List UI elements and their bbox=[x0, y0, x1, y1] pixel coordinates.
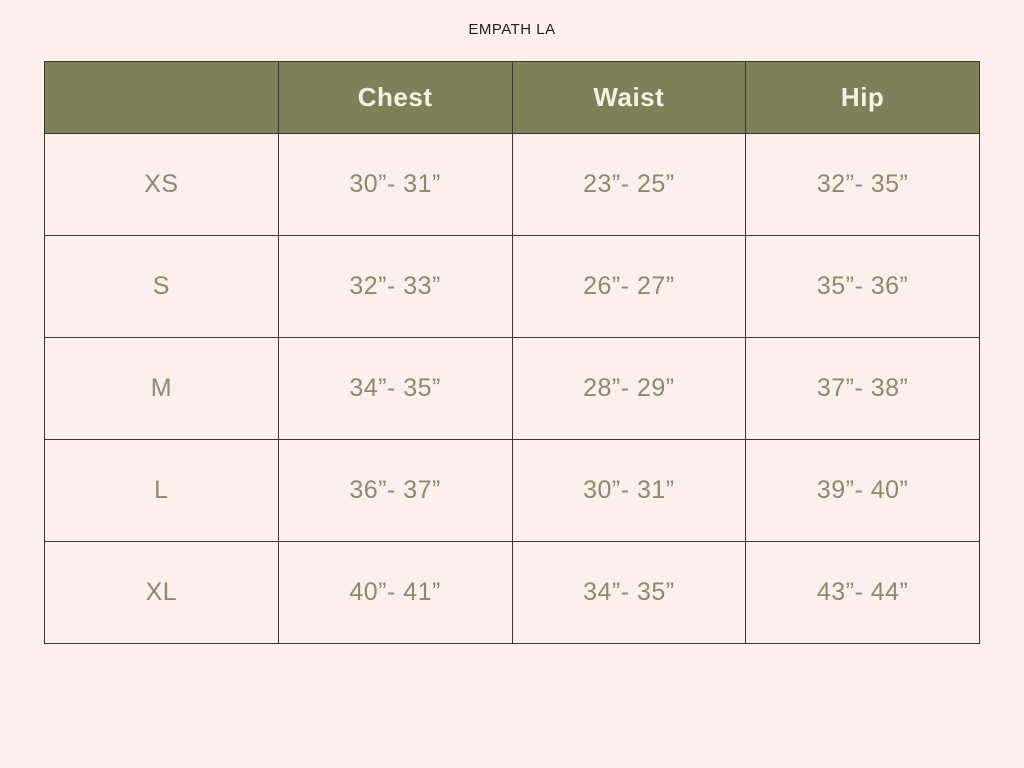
measurement-cell: 34”- 35” bbox=[512, 542, 746, 644]
column-header-waist: Waist bbox=[512, 62, 746, 134]
measurement-cell: 32”- 35” bbox=[746, 134, 980, 236]
measurement-cell: 26”- 27” bbox=[512, 236, 746, 338]
measurement-cell: 39”- 40” bbox=[746, 440, 980, 542]
measurement-cell: 40”- 41” bbox=[278, 542, 512, 644]
measurement-cell: 36”- 37” bbox=[278, 440, 512, 542]
header-row bbox=[45, 62, 980, 134]
measurement-cell: 37”- 38” bbox=[746, 338, 980, 440]
column-header-chest: Chest bbox=[278, 62, 512, 134]
measurement-cell: 43”- 44” bbox=[746, 542, 980, 644]
size-chart-table bbox=[44, 61, 980, 644]
size-chart-header bbox=[45, 62, 980, 134]
size-label-cell: XS bbox=[45, 134, 279, 236]
table-row bbox=[45, 440, 980, 542]
table-row bbox=[45, 134, 980, 236]
table-row bbox=[45, 542, 980, 644]
column-header-hip: Hip bbox=[746, 62, 980, 134]
column-header-blank bbox=[45, 62, 279, 134]
measurement-cell: 35”- 36” bbox=[746, 236, 980, 338]
table-row bbox=[45, 338, 980, 440]
measurement-cell: 34”- 35” bbox=[278, 338, 512, 440]
measurement-cell: 32”- 33” bbox=[278, 236, 512, 338]
measurement-cell: 28”- 29” bbox=[512, 338, 746, 440]
size-label-cell: M bbox=[45, 338, 279, 440]
measurement-cell: 30”- 31” bbox=[278, 134, 512, 236]
size-label-cell: S bbox=[45, 236, 279, 338]
size-label-cell: XL bbox=[45, 542, 279, 644]
page-title: EMPATH LA bbox=[468, 21, 556, 38]
measurement-cell: 30”- 31” bbox=[512, 440, 746, 542]
size-table-body bbox=[45, 134, 980, 644]
measurement-cell: 23”- 25” bbox=[512, 134, 746, 236]
table-row bbox=[45, 236, 980, 338]
size-label-cell: L bbox=[45, 440, 279, 542]
